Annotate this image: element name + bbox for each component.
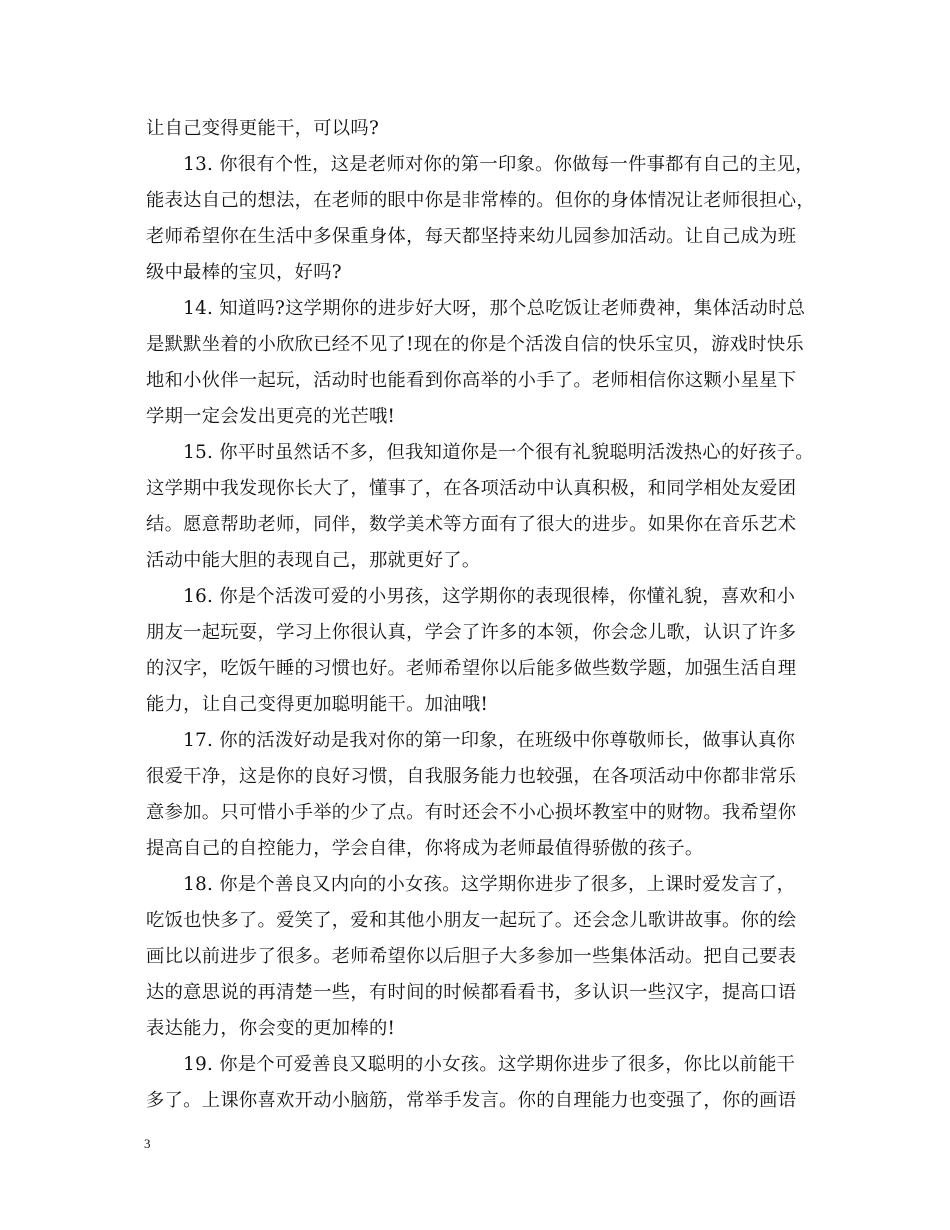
text-line: 活动中能大胆的表现自己，那就更好了。 (146, 550, 481, 571)
text-line: 19. 你是个可爱善良又聪明的小女孩。这学期你进步了很多，你比以前能干 (146, 1054, 796, 1075)
text-line: 画比以前进步了很多。老师希望你以后胆子大多参加一些集体活动。把自己要表 (146, 946, 797, 967)
text-line: 14. 知道吗?这学期你的进步好大呀，那个总吃饭让老师费神，集体活动时总 (146, 298, 806, 319)
text-line: 这学期中我发现你长大了，懂事了，在各项活动中认真积极，和同学相处友爱团 (146, 478, 797, 499)
text-line: 18. 你是个善良又内向的小女孩。这学期你进步了很多，上课时爱发言了， (146, 874, 796, 895)
text-line: 是默默坐着的小欣欣已经不见了!现在的你是个活泼自信的快乐宝贝，游戏时快乐 (146, 334, 804, 355)
text-line: 15. 你平时虽然话不多，但我知道你是一个很有礼貌聪明活泼热心的好孩子。 (146, 442, 814, 463)
text-line: 能表达自己的想法，在老师的眼中你是非常棒的。但你的身体情况让老师很担心， (146, 190, 815, 211)
text-line: 达的意思说的再清楚一些，有时间的时候都看看书，多认识一些汉字，提高口语 (146, 982, 797, 1003)
text-line: 级中最棒的宝贝，好吗? (146, 262, 342, 283)
text-line: 意参加。只可惜小手举的少了点。有时还会不小心损坏教室中的财物。我希望你 (146, 802, 797, 823)
text-line: 的汉字，吃饭午睡的习惯也好。老师希望你以后能多做些数学题，加强生活自理 (146, 658, 797, 679)
text-line: 结。愿意帮助老师，同伴，数学美术等方面有了很大的进步。如果你在音乐艺术 (146, 514, 797, 535)
text-line: 让自己变得更能干，可以吗? (146, 118, 380, 139)
text-line: 学期一定会发出更亮的光芒哦! (146, 406, 396, 427)
text-line: 老师希望你在生活中多保重身体，每天都坚持来幼儿园参加活动。让自己成为班 (146, 226, 797, 247)
text-line: 多了。上课你喜欢开动小脑筋，常举手发言。你的自理能力也变强了，你的画语 (146, 1090, 797, 1111)
text-line: 能力，让自己变得更加聪明能干。加油哦! (146, 694, 489, 715)
page-number: 3 (144, 1136, 151, 1151)
text-line: 吃饭也快多了。爱笑了，爱和其他小朋友一起玩了。还会念儿歌讲故事。你的绘 (146, 910, 797, 931)
text-line: 提高自己的自控能力，学会自律，你将成为老师最值得骄傲的孩子。 (146, 838, 704, 859)
text-line: 地和小伙伴一起玩，活动时也能看到你高举的小手了。老师相信你这颗小星星下 (146, 370, 797, 391)
text-line: 朋友一起玩耍，学习上你很认真，学会了许多的本领，你会念儿歌，认识了许多 (146, 622, 797, 643)
text-line: 16. 你是个活泼可爱的小男孩，这学期你的表现很棒，你懂礼貌，喜欢和小 (146, 586, 796, 607)
text-line: 13. 你很有个性，这是老师对你的第一印象。你做每一件事都有自己的主见， (146, 154, 814, 175)
text-line: 很爱干净，这是你的良好习惯，自我服务能力也较强，在各项活动中你都非常乐 (146, 766, 797, 787)
text-line: 表达能力，你会变的更加棒的! (146, 1018, 396, 1039)
text-line: 17. 你的活泼好动是我对你的第一印象，在班级中你尊敬师长，做事认真你 (146, 730, 796, 751)
